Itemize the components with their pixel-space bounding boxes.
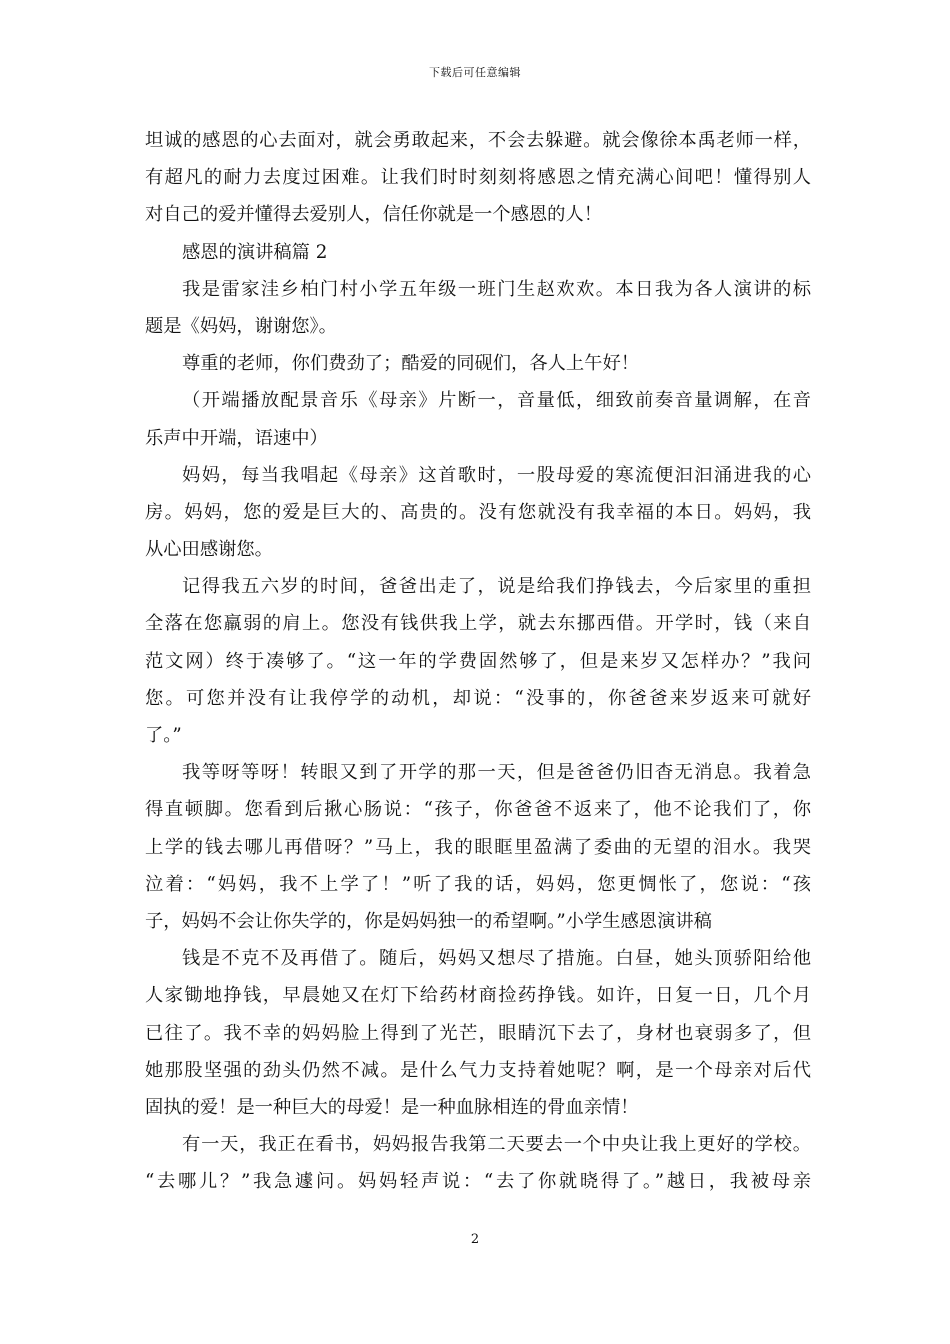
text-line: 我等呀等呀！转眼又到了开学的那一天，但是爸爸仍旧杳无消息。我着急 — [182, 762, 811, 784]
text-line: 乐声中开端，语速中） — [145, 427, 328, 449]
text-line: 全落在您羸弱的肩上。您没有钱供我上学，就去东挪西借。开学时，钱（来自 — [145, 613, 811, 635]
text-line: 上学的钱去哪儿再借呀？”马上，我的眼眶里盈满了委曲的无望的泪水。我哭 — [145, 836, 811, 858]
text-line: 钱是不克不及再借了。随后，妈妈又想尽了措施。白昼，她头顶骄阳给他 — [182, 948, 811, 970]
text-line: 有一天，我正在看书，妈妈报告我第二天要去一个中央让我上更好的学校。 — [182, 1134, 811, 1156]
text-line: 从心田感谢您。 — [145, 539, 273, 561]
text-line: 房。妈妈，您的爱是巨大的、高贵的。没有您就没有我幸福的本日。妈妈，我 — [145, 501, 811, 523]
text-line: 范文网）终于凑够了。“这一年的学费固然够了，但是来岁又怎样办？”我问 — [145, 650, 811, 672]
text-line: 已往了。我不幸的妈妈脸上得到了光芒，眼睛沉下去了，身材也衰弱多了，但 — [145, 1022, 811, 1044]
text-line: （开端播放配景音乐《母亲》片断一，音量低，细致前奏音量调解，在音 — [182, 390, 811, 412]
text-line: 坦诚的感恩的心去面对，就会勇敢起来，不会去躲避。就会像徐本禹老师一样， — [145, 130, 811, 151]
text-line: “去哪儿？”我急遽问。妈妈轻声说：“去了你就晓得了。”越日，我被母亲 — [145, 1171, 811, 1193]
text-line: 妈妈，每当我唱起《母亲》这首歌时，一股母爱的寒流便汩汩涌进我的心 — [182, 464, 811, 486]
text-line: 子，妈妈不会让你失学的，你是妈妈独一的希望啊。”小学生感恩演讲稿 — [145, 910, 712, 932]
text-line: 题是《妈妈，谢谢您》。 — [145, 315, 337, 337]
text-line: 您。可您并没有让我停学的动机，却说：“没事的，你爸爸来岁返来可就好 — [145, 687, 811, 709]
document-body — [145, 122, 811, 1200]
text-line: 尊重的老师，你们费劲了；酷爱的同砚们，各人上午好！ — [182, 353, 640, 375]
text-line: 我是雷家洼乡柏门村小学五年级一班门生赵欢欢。本日我为各人演讲的标 — [182, 278, 811, 300]
section-heading: 感恩的演讲稿篇 2 — [182, 241, 328, 263]
text-line: 了。” — [145, 725, 182, 746]
text-line: 有超凡的耐力去度过困难。让我们时时刻刻将感恩之情充满心间吧！懂得别人 — [145, 167, 811, 189]
text-line: 对自己的爱并懂得去爱别人，信任你就是一个感恩的人！ — [145, 204, 603, 226]
text-line: 得直顿脚。您看到后揪心肠说：“孩子，你爸爸不返来了，他不论我们了，你 — [145, 799, 811, 821]
text-line: 她那股坚强的劲头仍然不减。是什么气力支持着她呢？啊，是一个母亲对后代 — [145, 1059, 811, 1081]
text-line: 固执的爱！是一种巨大的母爱！是一种血脉相连的骨血亲情！ — [145, 1096, 639, 1118]
text-line: 人家锄地挣钱，早晨她又在灯下给药材商捡药挣钱。如许，日复一日，几个月 — [145, 985, 811, 1007]
text-line: 泣着：“妈妈，我不上学了！”听了我的话，妈妈，您更惆怅了，您说：“孩 — [145, 873, 811, 895]
text-line: 记得我五六岁的时间，爸爸出走了，说是给我们挣钱去，今后家里的重担 — [182, 576, 811, 598]
page-header: 下载后可任意编辑 — [429, 66, 521, 79]
page-number: 2 — [470, 1232, 480, 1247]
